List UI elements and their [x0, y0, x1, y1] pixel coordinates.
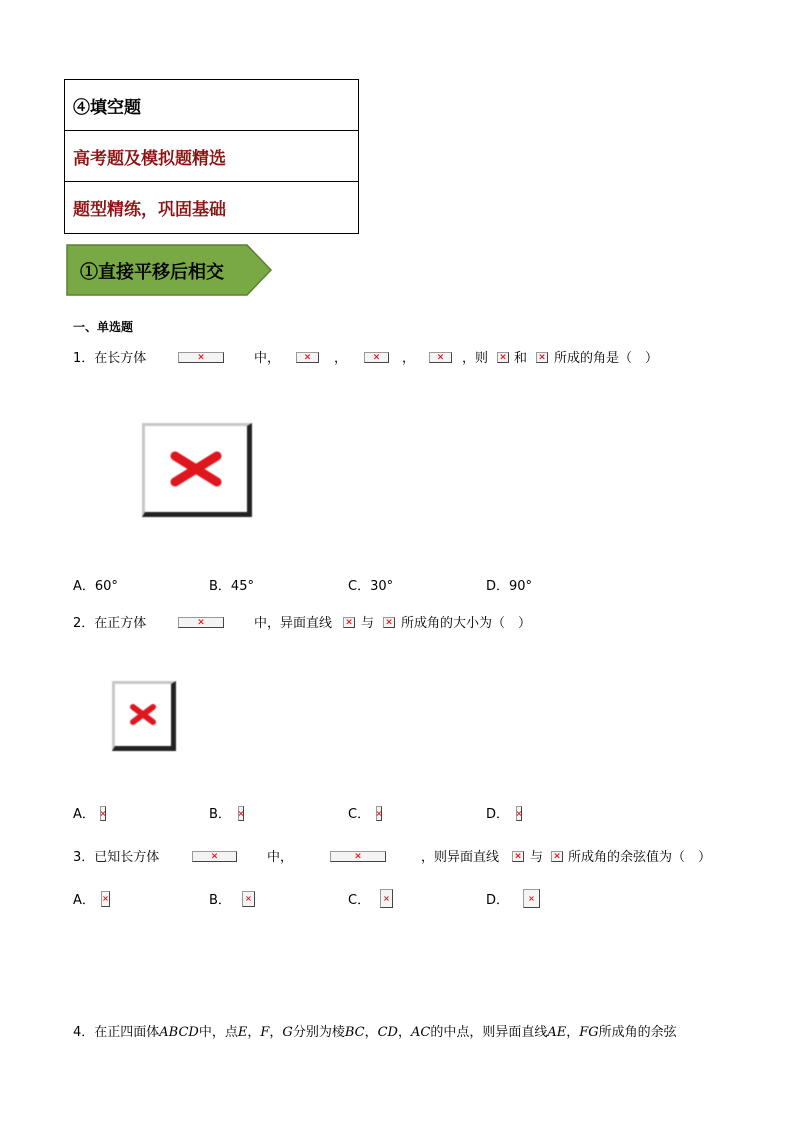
broken-image-icon	[242, 891, 255, 907]
broken-image-icon	[429, 352, 452, 363]
q4-abcd: ABCD	[159, 1025, 199, 1040]
broken-image-icon	[497, 352, 509, 363]
broken-image-x-mark	[145, 426, 247, 512]
broken-image-icon	[100, 806, 106, 821]
q1-and: 和	[514, 351, 528, 366]
q1-option-b[interactable]: B．45°	[209, 579, 254, 594]
header-row-exam-selection: 高考题及模拟题精选	[65, 131, 358, 182]
q4-fg: FG	[579, 1025, 599, 1040]
q4-f: F	[260, 1025, 270, 1040]
q4-t2: 中，点	[198, 1025, 238, 1040]
q4-cd: CD	[377, 1025, 398, 1040]
q1-option-c[interactable]: C．30°	[348, 579, 394, 594]
q2-mid: 中，异面直线	[254, 616, 333, 631]
q4-sep2: ，	[269, 1025, 283, 1040]
q1-comma1: ，	[334, 351, 348, 366]
broken-image-icon	[512, 851, 524, 862]
q1-comma2: ，	[402, 351, 416, 366]
q4-sep3: ，	[364, 1025, 378, 1040]
broken-image-icon	[536, 352, 548, 363]
broken-image-icon	[101, 891, 110, 907]
header-row-practice: 题型精练，巩固基础	[73, 200, 226, 220]
q3-mid: 中，	[267, 850, 294, 865]
q1-figure-broken-image-icon	[142, 423, 252, 517]
q2-prefix: 2．在正方体	[73, 616, 147, 631]
q3-with: 与	[530, 850, 544, 865]
q2-option-b[interactable]: B．	[209, 807, 231, 822]
q3-prefix: 3．已知长方体	[73, 850, 160, 865]
q4-t1: 4．在正四面体	[73, 1025, 160, 1040]
section-tag-label: ①直接平移后相交	[80, 262, 224, 283]
q4-bc: BC	[344, 1025, 365, 1040]
q1-then: ，则	[462, 351, 489, 366]
q3-then: ，则异面直线	[421, 850, 500, 865]
q1-mid: 中，	[254, 351, 281, 366]
broken-image-icon	[296, 352, 319, 363]
broken-image-icon	[178, 617, 224, 628]
broken-image-icon	[178, 352, 224, 363]
broken-image-icon	[383, 617, 395, 628]
broken-image-icon	[376, 806, 382, 821]
q2-option-d[interactable]: D．	[486, 807, 510, 822]
broken-image-x-mark	[115, 684, 171, 746]
broken-image-icon	[523, 889, 540, 908]
q4-text	[73, 1024, 677, 1042]
q1-end: 所成的角是（ ）	[554, 351, 659, 366]
broken-image-icon	[551, 851, 563, 862]
broken-image-icon	[516, 806, 522, 821]
q2-option-a[interactable]: A．	[73, 807, 95, 822]
q2-with: 与	[361, 616, 375, 631]
q4-e: E	[237, 1025, 248, 1040]
part-heading: 一、单选题	[73, 320, 134, 334]
q1-option-d[interactable]: D．90°	[486, 579, 533, 594]
q3-option-b[interactable]: B．	[209, 893, 231, 908]
section-tag	[66, 244, 272, 296]
q4-t4: 的中点，则异面直线	[430, 1025, 548, 1040]
q4-ac: AC	[410, 1025, 431, 1040]
q4-ae: AE	[547, 1025, 567, 1040]
q3-option-d[interactable]: D．	[486, 893, 510, 908]
q3-option-a[interactable]: A．	[73, 893, 95, 908]
q1-option-a[interactable]: A．60°	[73, 579, 118, 594]
broken-image-icon	[330, 851, 386, 862]
broken-image-icon	[192, 851, 237, 862]
q2-figure-broken-image-icon	[112, 681, 176, 751]
q4-sep4: ，	[397, 1025, 411, 1040]
q3-option-c[interactable]: C．	[348, 893, 371, 908]
broken-image-icon	[380, 889, 393, 908]
q4-sep5: ，	[566, 1025, 580, 1040]
q4-g: G	[282, 1025, 293, 1040]
q2-end: 所成角的大小为（ ）	[401, 616, 532, 631]
broken-image-icon	[238, 806, 244, 821]
q4-t3: 分别为棱	[292, 1025, 345, 1040]
q4-sep1: ，	[247, 1025, 261, 1040]
q4-t5: 所成角的余弦	[598, 1025, 677, 1040]
broken-image-icon	[343, 617, 355, 628]
q1-prefix: 1．在长方体	[73, 351, 147, 366]
header-box	[64, 79, 359, 234]
header-row-fill-blank: ④填空题	[65, 80, 358, 131]
broken-image-icon	[364, 352, 389, 363]
q3-end: 所成角的余弦值为（ ）	[568, 850, 712, 865]
q2-option-c[interactable]: C．	[348, 807, 371, 822]
